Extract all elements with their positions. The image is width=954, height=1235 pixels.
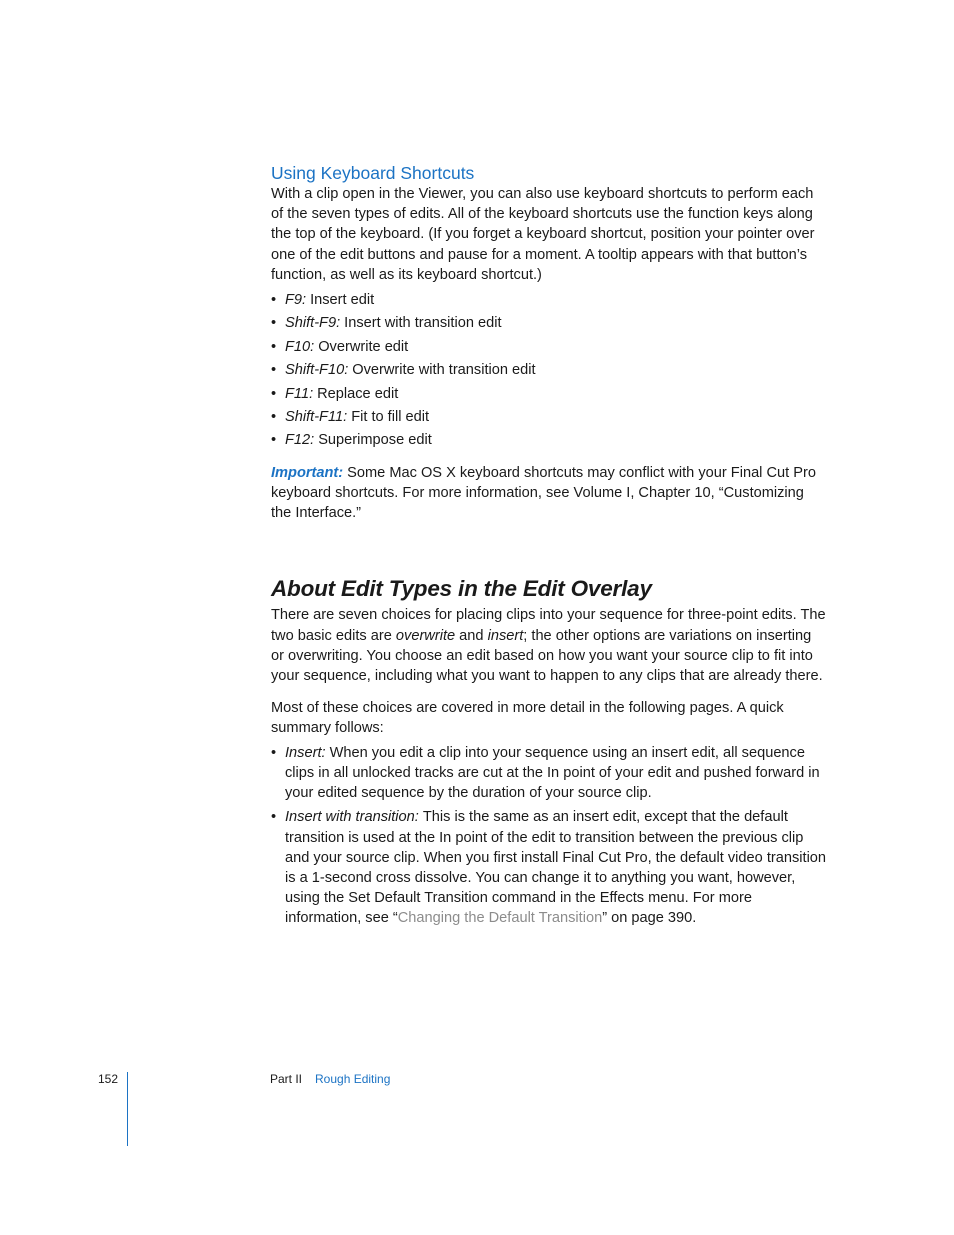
definition-text: When you edit a clip into your sequence using an insert edit, all sequence clips in all unlocked tracks are cut at the In point of your edit and pushed forward in your edited sequence by the duration of your source clip.	[285, 744, 820, 802]
shortcut-desc: Overwrite with transition edit	[352, 362, 536, 379]
list-item	[271, 807, 827, 928]
shortcut-key: Shift-F10:	[285, 362, 349, 379]
footer-chapter-title: Rough Editing	[315, 1072, 391, 1086]
cross-reference-link[interactable]: Changing the Default Transition	[397, 910, 603, 927]
shortcut-desc: Insert edit	[310, 292, 375, 309]
shortcut-desc: Overwrite edit	[318, 338, 409, 355]
edit-type-list	[271, 743, 827, 929]
edit-types-paragraph	[271, 605, 827, 686]
shortcut-desc: Insert with transition edit	[344, 315, 502, 332]
page-body	[271, 162, 827, 933]
shortcut-desc: Fit to fill edit	[351, 409, 430, 426]
section-heading-keyboard-shortcuts: Using Keyboard Shortcuts	[271, 163, 475, 183]
shortcut-key: Shift-F11:	[285, 409, 348, 426]
page-number: 152	[98, 1072, 119, 1086]
shortcut-desc: Replace edit	[317, 385, 399, 402]
definition-text: This is the same as an insert edit, except that the default transition is used at the In point of the edit to transition between the previous clip and your source clip. When you first install Final Cut Pro, the default video transition is a 1-second cross dissolve. You can change it to anything you want, however, using the Set Default Transition command in the Effects menu. For more information, see “	[285, 809, 827, 927]
intro-paragraph: With a clip open in the Viewer, you can also use keyboard shortcuts to perform each of the seven types of edits. All of the keyboard shortcuts use the function keys along the top of the keyboard. (If you forget a keyboard shortcut, position your pointer over one of the edit buttons and pause for a moment. A tooltip appears with that button’s function, as well as its keyboard shortcut.)	[271, 186, 815, 283]
important-label: Important:	[271, 464, 344, 481]
summary-paragraph: Most of these choices are covered in more detail in the following pages. A quick summary follows:	[271, 700, 784, 737]
shortcut-key: F12:	[285, 432, 315, 449]
footer-part-label: Part II	[270, 1072, 303, 1086]
shortcut-key: F9:	[285, 292, 307, 309]
list-item	[271, 312, 827, 335]
list-item	[271, 406, 827, 429]
list-item	[271, 336, 827, 359]
shortcut-key: F10:	[285, 338, 315, 355]
text-run: There are seven choices for placing clips into your sequence for three-point edits. The two basic edits are	[271, 607, 826, 644]
list-item	[271, 743, 827, 804]
list-item	[271, 359, 827, 382]
shortcut-list	[271, 289, 827, 453]
emphasis-insert: insert	[487, 627, 524, 644]
shortcut-key: F11:	[285, 385, 314, 402]
text-run: and	[455, 627, 488, 644]
footer-divider	[127, 1072, 128, 1146]
shortcut-desc: Superimpose edit	[318, 432, 432, 449]
important-note	[271, 463, 827, 524]
list-item	[271, 429, 827, 452]
definition-term: Insert:	[285, 744, 326, 761]
text-run: ; the other options are variations on inserting or overwriting. You choose an edit based on how you want your source clip to fit into your sequence, including what you want to happen to any clips that are already there.	[271, 627, 823, 685]
important-text: Some Mac OS X keyboard shortcuts may conflict with your Final Cut Pro keyboard shortcuts. For more information, see Volume I, Chapter 10, “Customizing the Interface.”	[271, 464, 816, 522]
section-heading-edit-types: About Edit Types in the Edit Overlay	[271, 576, 652, 602]
definition-text-after: ” on page 390.	[602, 910, 697, 927]
list-item	[271, 289, 827, 312]
shortcut-key: Shift-F9:	[285, 315, 341, 332]
emphasis-overwrite: overwrite	[395, 627, 456, 644]
list-item	[271, 383, 827, 406]
definition-term: Insert with transition:	[285, 809, 419, 826]
